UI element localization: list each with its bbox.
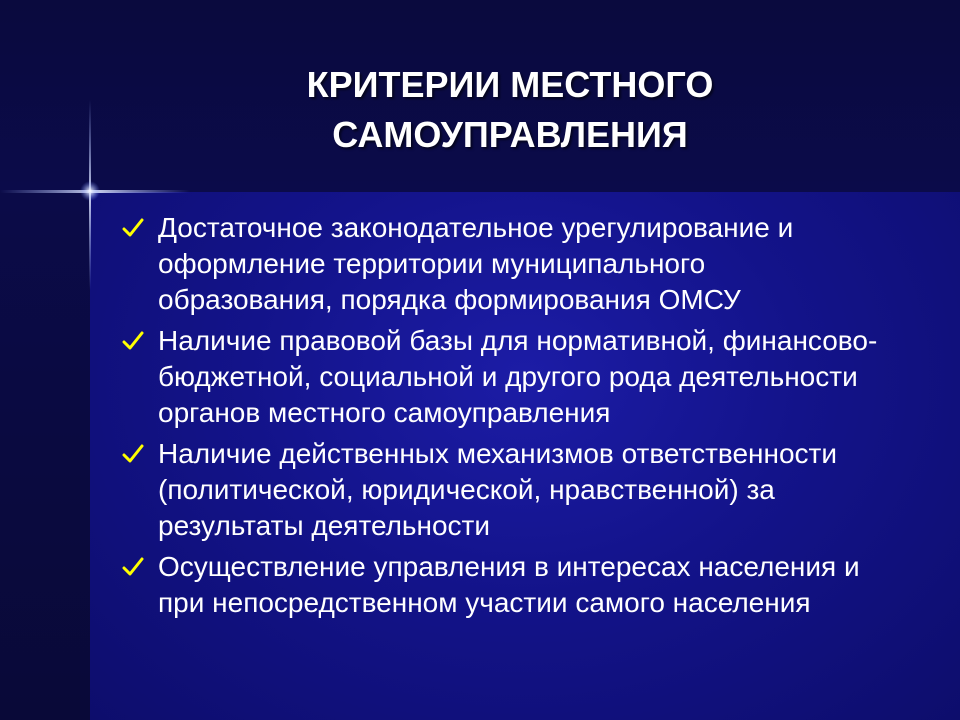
list-item-text: Осуществление управления в интересах населения и при непосредственном участии самого населения (158, 551, 860, 618)
checkmark-icon (122, 556, 144, 578)
criteria-list (122, 210, 882, 626)
left-band (0, 192, 90, 720)
list-item-text: Наличие действенных механизмов ответственности (политической, юридической, нравственной) за результаты деятельности (158, 438, 837, 541)
slide-title-line-2: САМОУПРАВЛЕНИЯ (332, 114, 688, 155)
slide-title (150, 60, 870, 160)
checkmark-icon (122, 330, 144, 352)
list-item-text: Наличие правовой базы для нормативной, финансово-бюджетной, социальной и другого рода деятельности органов местного самоуправления (158, 325, 878, 428)
list-item (122, 436, 882, 544)
slide-title-line-1: КРИТЕРИИ МЕСТНОГО (306, 64, 714, 105)
checkmark-icon (122, 217, 144, 239)
list-item (122, 210, 882, 318)
list-item (122, 323, 882, 431)
list-item-text: Достаточное законодательное урегулирование и оформление территории муниципального образования, порядка формирования ОМСУ (158, 212, 794, 315)
checkmark-icon (122, 443, 144, 465)
list-item (122, 549, 882, 621)
